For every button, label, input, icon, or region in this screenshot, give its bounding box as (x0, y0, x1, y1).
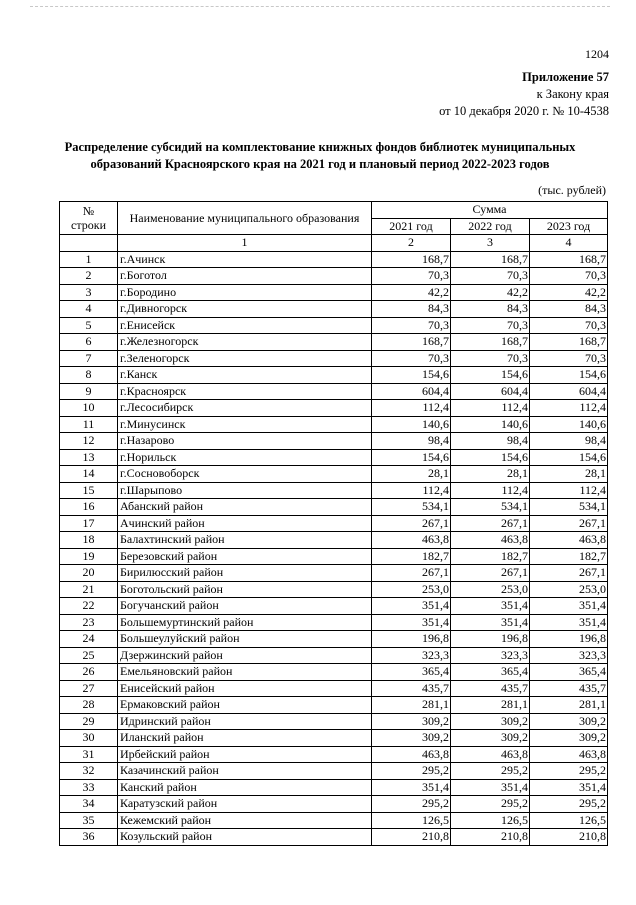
municipality-cell: Ермаковский район (118, 697, 372, 714)
amount-2021-cell: 112,4 (372, 400, 451, 417)
header-municipality: Наименование муниципального образования (118, 202, 372, 235)
row-number-cell: 28 (60, 697, 118, 714)
amount-2021-cell: 140,6 (372, 416, 451, 433)
amount-2022-cell: 126,5 (451, 812, 530, 829)
amount-2021-cell: 435,7 (372, 680, 451, 697)
amount-2022-cell: 84,3 (451, 301, 530, 318)
table-row (60, 631, 608, 648)
amount-2021-cell: 168,7 (372, 334, 451, 351)
table-row (60, 416, 608, 433)
municipality-cell: г.Канск (118, 367, 372, 384)
municipality-cell: Бирилюсский район (118, 565, 372, 582)
amount-2022-cell: 196,8 (451, 631, 530, 648)
row-number-cell: 29 (60, 713, 118, 730)
table-row (60, 763, 608, 780)
table-row (60, 581, 608, 598)
row-number-cell: 22 (60, 598, 118, 615)
amount-2021-cell: 309,2 (372, 730, 451, 747)
row-number-cell: 32 (60, 763, 118, 780)
table-row (60, 317, 608, 334)
row-number-cell: 9 (60, 383, 118, 400)
amount-2022-cell: 295,2 (451, 763, 530, 780)
amount-2023-cell: 267,1 (530, 515, 608, 532)
table-row (60, 532, 608, 549)
amount-2021-cell: 351,4 (372, 598, 451, 615)
amount-2022-cell: 323,3 (451, 647, 530, 664)
municipality-cell: г.Сосновоборск (118, 466, 372, 483)
amount-2021-cell: 351,4 (372, 779, 451, 796)
title-line-2: образований Красноярского края на 2021 год и плановый период 2022-2023 годов (90, 157, 550, 171)
amount-2022-cell: 267,1 (451, 565, 530, 582)
amount-2022-cell: 351,4 (451, 614, 530, 631)
amount-2021-cell: 168,7 (372, 251, 451, 268)
table-row (60, 383, 608, 400)
amount-2022-cell: 351,4 (451, 598, 530, 615)
amount-2022-cell: 42,2 (451, 284, 530, 301)
row-number-cell: 26 (60, 664, 118, 681)
row-number-cell: 7 (60, 350, 118, 367)
amount-2022-cell: 267,1 (451, 515, 530, 532)
row-number-cell: 23 (60, 614, 118, 631)
amount-2023-cell: 42,2 (530, 284, 608, 301)
municipality-cell: г.Лесосибирск (118, 400, 372, 417)
amount-2022-cell: 309,2 (451, 713, 530, 730)
table-row (60, 598, 608, 615)
annex-law-ref: к Закону края (536, 87, 609, 101)
table-row (60, 301, 608, 318)
header-row-number-line1: № (82, 204, 95, 218)
table-row (60, 251, 608, 268)
amount-2021-cell: 70,3 (372, 350, 451, 367)
table-row (60, 614, 608, 631)
amount-2023-cell: 267,1 (530, 565, 608, 582)
index-cell (60, 235, 118, 252)
municipality-cell: Иланский район (118, 730, 372, 747)
row-number-cell: 3 (60, 284, 118, 301)
amount-2023-cell: 140,6 (530, 416, 608, 433)
amount-2022-cell: 534,1 (451, 499, 530, 516)
amount-2022-cell: 281,1 (451, 697, 530, 714)
amount-2023-cell: 112,4 (530, 400, 608, 417)
municipality-cell: Енисейский район (118, 680, 372, 697)
amount-2022-cell: 253,0 (451, 581, 530, 598)
amount-2023-cell: 168,7 (530, 334, 608, 351)
amount-2023-cell: 154,6 (530, 367, 608, 384)
amount-2022-cell: 28,1 (451, 466, 530, 483)
municipality-cell: г.Зеленогорск (118, 350, 372, 367)
amount-2023-cell: 84,3 (530, 301, 608, 318)
amount-2023-cell: 196,8 (530, 631, 608, 648)
amount-2022-cell: 70,3 (451, 268, 530, 285)
amount-2021-cell: 295,2 (372, 796, 451, 813)
municipality-cell: Каратузский район (118, 796, 372, 813)
amount-2022-cell: 140,6 (451, 416, 530, 433)
table-row (60, 647, 608, 664)
amount-2023-cell: 168,7 (530, 251, 608, 268)
amount-2022-cell: 365,4 (451, 664, 530, 681)
row-number-cell: 34 (60, 796, 118, 813)
amount-2022-cell: 70,3 (451, 317, 530, 334)
amount-2023-cell: 154,6 (530, 449, 608, 466)
amount-2021-cell: 281,1 (372, 697, 451, 714)
amount-2021-cell: 112,4 (372, 482, 451, 499)
amount-2023-cell: 309,2 (530, 730, 608, 747)
row-number-cell: 1 (60, 251, 118, 268)
row-number-cell: 17 (60, 515, 118, 532)
amount-2023-cell: 28,1 (530, 466, 608, 483)
table-row (60, 400, 608, 417)
annex-date: от 10 декабря 2020 г. № 10-4538 (439, 104, 609, 118)
municipality-cell: г.Минусинск (118, 416, 372, 433)
amount-2022-cell: 309,2 (451, 730, 530, 747)
municipality-cell: Канский район (118, 779, 372, 796)
municipality-cell: г.Ачинск (118, 251, 372, 268)
amount-2022-cell: 70,3 (451, 350, 530, 367)
amount-2021-cell: 126,5 (372, 812, 451, 829)
amount-2023-cell: 70,3 (530, 268, 608, 285)
table-row (60, 812, 608, 829)
municipality-cell: Дзержинский район (118, 647, 372, 664)
table-row (60, 565, 608, 582)
amount-2022-cell: 154,6 (451, 449, 530, 466)
amount-2023-cell: 309,2 (530, 713, 608, 730)
amount-2023-cell: 253,0 (530, 581, 608, 598)
amount-2021-cell: 534,1 (372, 499, 451, 516)
amount-2023-cell: 435,7 (530, 680, 608, 697)
amount-2023-cell: 70,3 (530, 350, 608, 367)
municipality-cell: Большемуртинский район (118, 614, 372, 631)
table-row (60, 284, 608, 301)
municipality-cell: Боготольский район (118, 581, 372, 598)
municipality-cell: Большеулуйский район (118, 631, 372, 648)
row-number-cell: 12 (60, 433, 118, 450)
table-row (60, 466, 608, 483)
table-row (60, 515, 608, 532)
amount-2021-cell: 154,6 (372, 367, 451, 384)
amount-2022-cell: 98,4 (451, 433, 530, 450)
municipality-cell: г.Бородино (118, 284, 372, 301)
amount-2022-cell: 168,7 (451, 251, 530, 268)
table-row (60, 713, 608, 730)
table-row (60, 433, 608, 450)
amount-2023-cell: 351,4 (530, 598, 608, 615)
row-number-cell: 6 (60, 334, 118, 351)
municipality-cell: г.Дивногорск (118, 301, 372, 318)
amount-2021-cell: 267,1 (372, 515, 451, 532)
municipality-cell: г.Назарово (118, 433, 372, 450)
amount-2023-cell: 534,1 (530, 499, 608, 516)
amount-2021-cell: 295,2 (372, 763, 451, 780)
amount-2022-cell: 435,7 (451, 680, 530, 697)
amount-2023-cell: 323,3 (530, 647, 608, 664)
amount-2023-cell: 112,4 (530, 482, 608, 499)
document-title (40, 139, 600, 173)
index-cell: 4 (530, 235, 608, 252)
header-row-number (60, 202, 118, 235)
amount-2023-cell: 70,3 (530, 317, 608, 334)
municipality-cell: Козульский район (118, 829, 372, 846)
municipality-cell: Емельяновский район (118, 664, 372, 681)
amount-2022-cell: 182,7 (451, 548, 530, 565)
amount-2021-cell: 70,3 (372, 317, 451, 334)
amount-2023-cell: 281,1 (530, 697, 608, 714)
page-number: 1204 (585, 47, 609, 61)
table-row (60, 350, 608, 367)
row-number-cell: 21 (60, 581, 118, 598)
table-row (60, 499, 608, 516)
table-row (60, 796, 608, 813)
row-number-cell: 24 (60, 631, 118, 648)
amount-2023-cell: 365,4 (530, 664, 608, 681)
subsidy-table (59, 201, 608, 846)
row-number-cell: 20 (60, 565, 118, 582)
amount-2021-cell: 323,3 (372, 647, 451, 664)
amount-2021-cell: 351,4 (372, 614, 451, 631)
amount-2023-cell: 126,5 (530, 812, 608, 829)
units-label: (тыс. рублей) (538, 183, 606, 197)
table-row (60, 268, 608, 285)
scan-top-line (30, 6, 610, 7)
row-number-cell: 36 (60, 829, 118, 846)
municipality-cell: г.Красноярск (118, 383, 372, 400)
table-row (60, 664, 608, 681)
table-row (60, 367, 608, 384)
header-year-2023: 2023 год (530, 218, 608, 235)
municipality-cell: Ирбейский район (118, 746, 372, 763)
row-number-cell: 35 (60, 812, 118, 829)
amount-2021-cell: 98,4 (372, 433, 451, 450)
municipality-cell: г.Боготол (118, 268, 372, 285)
amount-2022-cell: 168,7 (451, 334, 530, 351)
row-number-cell: 31 (60, 746, 118, 763)
row-number-cell: 15 (60, 482, 118, 499)
amount-2022-cell: 604,4 (451, 383, 530, 400)
index-cell: 3 (451, 235, 530, 252)
amount-2021-cell: 463,8 (372, 746, 451, 763)
row-number-cell: 2 (60, 268, 118, 285)
amount-2021-cell: 154,6 (372, 449, 451, 466)
amount-2022-cell: 295,2 (451, 796, 530, 813)
amount-2022-cell: 154,6 (451, 367, 530, 384)
amount-2021-cell: 309,2 (372, 713, 451, 730)
amount-2021-cell: 210,8 (372, 829, 451, 846)
header-row-number-line2: строки (71, 218, 106, 232)
municipality-cell: Балахтинский район (118, 532, 372, 549)
municipality-cell: Абанский район (118, 499, 372, 516)
municipality-cell: Богучанский район (118, 598, 372, 615)
index-cell: 2 (372, 235, 451, 252)
amount-2023-cell: 210,8 (530, 829, 608, 846)
row-number-cell: 25 (60, 647, 118, 664)
table-body (60, 251, 608, 845)
amount-2021-cell: 84,3 (372, 301, 451, 318)
amount-2021-cell: 70,3 (372, 268, 451, 285)
municipality-cell: Березовский район (118, 548, 372, 565)
title-line-1: Распределение субсидий на комплектование книжных фондов библиотек муниципальных (64, 140, 576, 154)
amount-2021-cell: 196,8 (372, 631, 451, 648)
amount-2023-cell: 604,4 (530, 383, 608, 400)
row-number-cell: 30 (60, 730, 118, 747)
amount-2022-cell: 351,4 (451, 779, 530, 796)
amount-2021-cell: 604,4 (372, 383, 451, 400)
municipality-cell: г.Енисейск (118, 317, 372, 334)
row-number-cell: 16 (60, 499, 118, 516)
annex-block (439, 69, 609, 120)
amount-2022-cell: 112,4 (451, 400, 530, 417)
row-number-cell: 10 (60, 400, 118, 417)
row-number-cell: 18 (60, 532, 118, 549)
amount-2022-cell: 463,8 (451, 532, 530, 549)
table-row (60, 482, 608, 499)
table-row (60, 829, 608, 846)
row-number-cell: 13 (60, 449, 118, 466)
amount-2023-cell: 295,2 (530, 796, 608, 813)
municipality-cell: Кежемский район (118, 812, 372, 829)
amount-2021-cell: 42,2 (372, 284, 451, 301)
amount-2021-cell: 365,4 (372, 664, 451, 681)
table-row (60, 730, 608, 747)
index-cell: 1 (118, 235, 372, 252)
amount-2021-cell: 182,7 (372, 548, 451, 565)
table-row (60, 680, 608, 697)
municipality-cell: Казачинский район (118, 763, 372, 780)
row-number-cell: 14 (60, 466, 118, 483)
table-row (60, 697, 608, 714)
municipality-cell: г.Железногорск (118, 334, 372, 351)
amount-2022-cell: 210,8 (451, 829, 530, 846)
table-row (60, 779, 608, 796)
row-number-cell: 33 (60, 779, 118, 796)
row-number-cell: 4 (60, 301, 118, 318)
header-sum: Сумма (372, 202, 608, 219)
row-number-cell: 5 (60, 317, 118, 334)
amount-2023-cell: 463,8 (530, 532, 608, 549)
amount-2021-cell: 28,1 (372, 466, 451, 483)
amount-2021-cell: 253,0 (372, 581, 451, 598)
amount-2023-cell: 463,8 (530, 746, 608, 763)
amount-2022-cell: 463,8 (451, 746, 530, 763)
header-year-2021: 2021 год (372, 218, 451, 235)
table-row (60, 746, 608, 763)
municipality-cell: г.Норильск (118, 449, 372, 466)
amount-2023-cell: 295,2 (530, 763, 608, 780)
amount-2023-cell: 182,7 (530, 548, 608, 565)
table-row (60, 334, 608, 351)
municipality-cell: г.Шарыпово (118, 482, 372, 499)
amount-2021-cell: 463,8 (372, 532, 451, 549)
amount-2022-cell: 112,4 (451, 482, 530, 499)
municipality-cell: Идринский район (118, 713, 372, 730)
amount-2023-cell: 351,4 (530, 779, 608, 796)
row-number-cell: 11 (60, 416, 118, 433)
row-number-cell: 27 (60, 680, 118, 697)
table-row (60, 548, 608, 565)
header-year-2022: 2022 год (451, 218, 530, 235)
row-number-cell: 19 (60, 548, 118, 565)
amount-2023-cell: 351,4 (530, 614, 608, 631)
annex-title: Приложение 57 (522, 70, 609, 84)
amount-2021-cell: 267,1 (372, 565, 451, 582)
municipality-cell: Ачинский район (118, 515, 372, 532)
table-row (60, 449, 608, 466)
amount-2023-cell: 98,4 (530, 433, 608, 450)
row-number-cell: 8 (60, 367, 118, 384)
